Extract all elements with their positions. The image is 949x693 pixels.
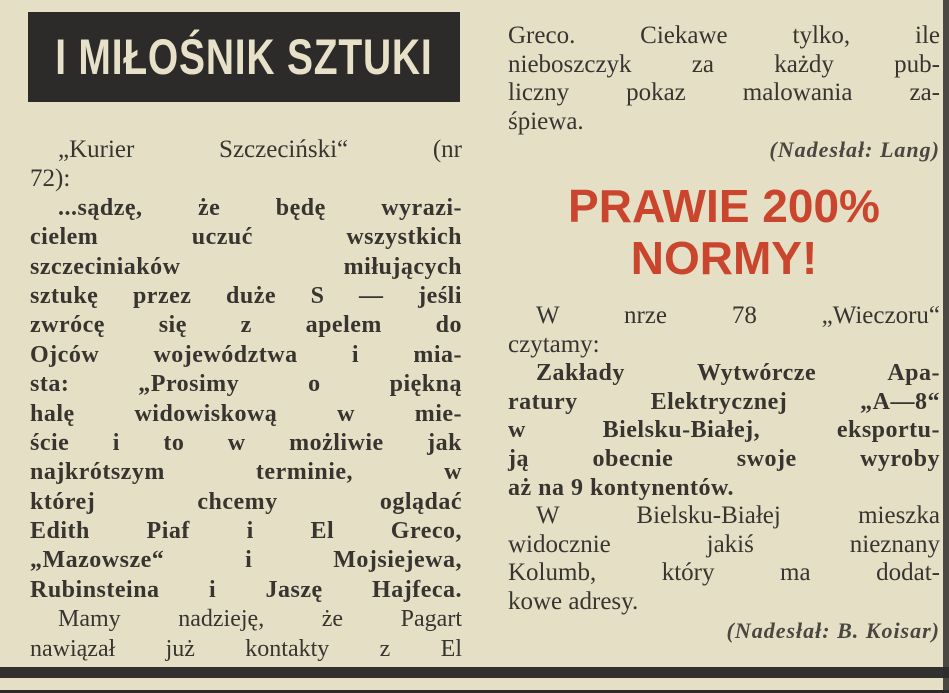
- text-line: kowe adresy.: [508, 587, 639, 615]
- article-title: I MIŁOŚNIK SZTUKI: [55, 29, 433, 85]
- text-line: zwrócę się z apelem do: [30, 312, 462, 339]
- right-article-body: [508, 302, 940, 645]
- byline: (Nadesłał: Lang): [769, 137, 940, 163]
- text-line: ratury Elektrycznej „A—8“: [508, 388, 940, 415]
- text-line: sta: „Prosimy o piękną: [30, 371, 462, 398]
- byline: (Nadesłał: B. Koisar): [726, 617, 940, 643]
- text-line: której chcemy oglądać: [30, 488, 462, 515]
- text-line: w Bielsku-Białej, eksportu-: [508, 417, 940, 444]
- text-line: szczeciniaków miłujących: [30, 253, 462, 280]
- text-line: „Mazowsze“ i Mojsiejewa,: [30, 547, 462, 574]
- text-line: 72):: [30, 165, 71, 193]
- text-line: Edith Piaf i El Greco,: [30, 518, 462, 545]
- text-line: ście i to w możliwie jak: [30, 429, 462, 456]
- text-line: W nrze 78 „Wieczoru“: [536, 302, 940, 329]
- text-line: Greco. Ciekawe tylko, ile: [508, 22, 940, 49]
- headline: [508, 180, 940, 284]
- article-title-banner: [28, 12, 460, 102]
- text-line: Kolumb, który ma dodat-: [508, 559, 940, 587]
- text-line: „Kurier Szczeciński“ (nr: [58, 136, 462, 163]
- text-line: Ojców województwa i mia-: [30, 341, 462, 368]
- text-line: nawiązał już kontakty z El: [30, 635, 462, 662]
- text-line: cielem uczuć wszystkich: [30, 224, 462, 251]
- left-article-body: [30, 135, 462, 664]
- text-line: Rubinsteina i Jaszę Hajfeca.: [30, 576, 462, 603]
- text-line: najkrótszym terminie, w: [30, 459, 462, 486]
- text-line: halę widowiskową w mie-: [30, 400, 462, 427]
- headline-line-1: PRAWIE 200%: [568, 180, 880, 232]
- text-line: nieboszczyk za każdy pub-: [508, 50, 940, 78]
- text-line: widocznie jakiś nieznany: [508, 530, 940, 558]
- page-edge: [943, 0, 949, 693]
- text-line: liczny pokaz malowania za-: [508, 79, 940, 107]
- text-line: ...sądzę, że będę wyrazi-: [58, 194, 462, 221]
- right-article-continuation: [508, 22, 940, 165]
- text-line: Zakłady Wytwórcze Apa-: [536, 360, 940, 387]
- bottom-rule-thick: [0, 667, 949, 678]
- text-line: śpiewa.: [508, 107, 584, 135]
- text-line: ją obecnie swoje wyroby: [508, 445, 940, 472]
- text-line: aż na 9 kontynentów.: [508, 474, 735, 501]
- text-line: czytamy:: [508, 330, 600, 358]
- text-line: W Bielsku-Białej mieszka: [536, 502, 940, 530]
- headline-line-2: NORMY!: [630, 232, 818, 284]
- text-line: Mamy nadzieję, że Pagart: [58, 606, 462, 633]
- text-line: sztukę przez duże S — jeśli: [30, 282, 462, 309]
